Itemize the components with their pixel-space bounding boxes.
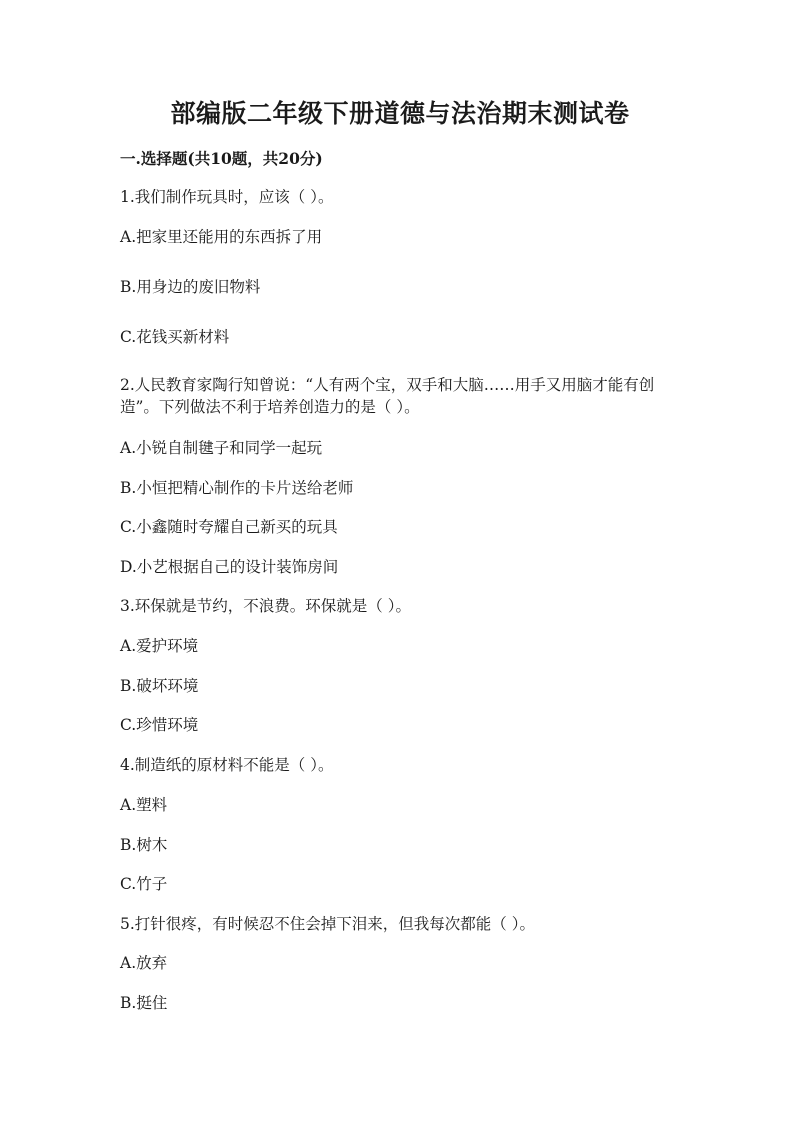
- question-4-option-a: A.塑料: [120, 796, 168, 814]
- question-2-option-a: A.小锐自制毽子和同学一起玩: [120, 439, 323, 457]
- question-4-stem: 4.制造纸的原材料不能是（ ）。: [120, 756, 334, 774]
- question-2-option-b: B.小恒把精心制作的卡片送给老师: [120, 479, 354, 497]
- question-5-option-a: A.放弃: [120, 954, 168, 972]
- question-3-option-b: B.破坏环境: [120, 677, 199, 695]
- question-2-stem: 2.人民教育家陶行知曾说：“人有两个宝，双手和大脑……用手又用脑才能有创造”。下列做法不利于培养创造力的是（ ）。: [120, 376, 655, 416]
- section-heading: 一.选择题(共10题，共20分): [120, 149, 323, 168]
- question-4-option-b: B.树木: [120, 836, 168, 854]
- question-1-option-a: A.把家里还能用的东西拆了用: [120, 228, 323, 246]
- question-3-option-a: A.爱护环境: [120, 637, 199, 655]
- question-2-option-d: D.小艺根据自己的设计装饰房间: [120, 558, 339, 576]
- question-1-stem: 1.我们制作玩具时，应该（ ）。: [120, 188, 334, 206]
- question-5-option-b: B.挺住: [120, 994, 168, 1012]
- question-1-option-c: C.花钱买新材料: [120, 328, 230, 346]
- question-2-option-c: C.小鑫随时夸耀自己新买的玩具: [120, 518, 338, 536]
- question-5-stem: 5.打针很疼，有时候忍不住会掉下泪来，但我每次都能（ ）。: [120, 915, 535, 933]
- question-4-option-c: C.竹子: [120, 875, 168, 893]
- question-3-stem: 3.环保就是节约，不浪费。环保就是（ ）。: [120, 597, 411, 615]
- question-3-option-c: C.珍惜环境: [120, 716, 199, 734]
- page-title: 部编版二年级下册道德与法治期末测试卷: [170, 99, 630, 128]
- question-1-option-b: B.用身边的废旧物料: [120, 278, 261, 296]
